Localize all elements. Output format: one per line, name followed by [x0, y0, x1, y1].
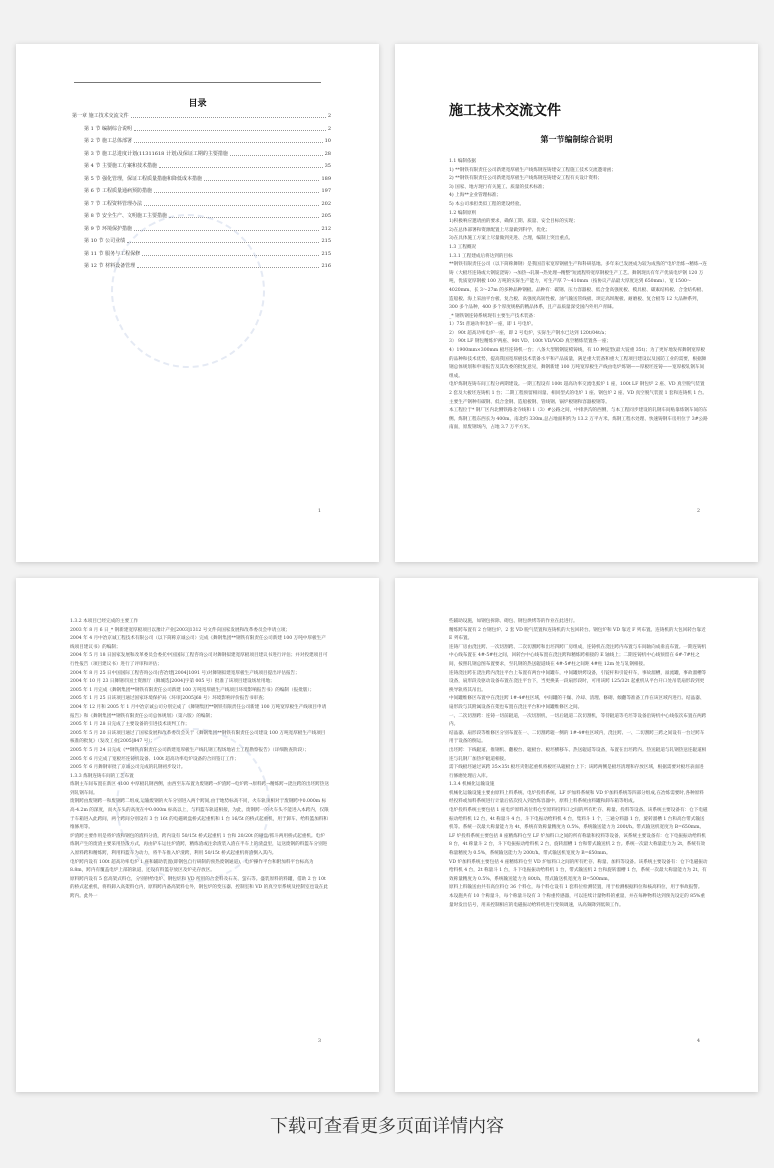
paragraph: 废钢跨由废钢跨一和废钢跨二组成,运输废钢的火车分别进入两个跨间,由于地势标高不同，火车轨顶相对于废钢跨中0.000m 标高-4.2m 的深度，而火车头的高度在中0.000m 标高以上，与料篮车轨道相接，为此，废钢跨一的火车头不能进入本跨内，仅限于车箱进入此跨间，两个跨间分别设有 3 台 16t 的电磁吸盘桥式起重机和 1 台 16/5t 的桥式起重机，用于卸车、给料篮加料和维修用等。	[70, 799, 329, 831]
paragraph: 电炉投料系统主要包括 1 座电炉原料高位料仓至原料投料口之间的所有贮存、称量、投料等设备。该系统主要设备有：仓下电磁振动给料机 12 台，4t 称量斗 4 台，斗下电振动给料机 4 台，集料斗 1 个，三通分料器 1 台，旋转溜槽 1 台和高台带式输送机等。系统一次最大称量能力为 4t，系统有效称量精度为 0.5%，系统输送能力为 200t/h。带式输送机宽度为 B=650mm。	[449, 808, 708, 831]
toc-entry-label: 第 10 节 公司业绩	[84, 238, 126, 244]
toc-leader	[134, 142, 323, 143]
toc-entry-label: 第 12 节 材料设备管理	[84, 263, 136, 269]
download-caption: 下载可查看更多页面详情内容	[270, 1116, 504, 1137]
toc-entry-page: 216	[321, 263, 331, 269]
toc-leader	[142, 255, 319, 256]
toc-title: 目录	[188, 99, 207, 109]
toc-entry[interactable]	[72, 202, 331, 207]
toc-leader	[169, 217, 320, 218]
paragraph: 原料跨内设有 5 套高架式料仓，分别供给电炉、钢包炉和 VD 所用的合金料及石灰、萤石等。盛装原料的料罐，借助 2 台 10t 的桥式起重机，将料卸入高架料仓内，原料跨内备高架料仓外，钢包炉的变压器、控制室和 VD 的真空泵系统及控制室也设在此跨内。此外一	[70, 876, 328, 899]
toc-entry-page: 189	[321, 175, 331, 182]
header-rule	[74, 82, 321, 83]
paragraph: 精炼跨布置有 2 台钢包炉、2 套 VD 脱气装置和连铸机的大包回转台。钢包炉和 VD 靠近 F 列布置。连铸机的大包回转台靠近 E 列布置。	[449, 627, 706, 642]
paragraph: 2005 年 1 月 28 日完成了主要设备的引进技术谈判工作；	[70, 722, 190, 728]
toc-entry-label: 第 1 节 编制综合说明	[84, 125, 132, 132]
paragraph: 炉渣跨主要作用是将炉渣和钢包的渣料分渣，跨内设有 50/15t 桥式起重机 1 台和 20/20t 的碰盘/抓斗两用桥式起重机。电炉炼钢产生的废渣主要采用热泼方式，再由铲车运往炉渣跨，精炼渣或注余渣装入渣在半车上的渣盘里，运送废钢的料篮车分别进入原料跨和精炼跨，利用料篮车为动力，将半车推入炉渣跨，利用 50/15t 桥式起重机将渣倒入其内。	[70, 833, 328, 857]
toc-entry-label: 第 9 节 环境保护措施	[84, 225, 132, 232]
paragraph: 2) **钢铁有限责任公司新建宽厚板生产线炼钢连铸建安工程有关设计资料；	[449, 176, 603, 182]
paragraph: 2005 年 5 月 24 日完成《**钢铁有限责任公司新建宽厚板生产线轧钢工程场地岩土工程勘察报告》（详细勘查阶段）；	[70, 747, 310, 753]
paragraph: 出坯跨：下线辊道、推钢机、翻板台、辊板台、板坯横移车、热送辊道等设备，布置在出坯跨内。热送辊道与轧钢热送连辊道相连与轧钢厂加热炉辊道相接。	[449, 747, 707, 762]
paragraph: 1.3 工程概况	[449, 244, 477, 250]
document-page-1	[16, 44, 379, 562]
toc-entry-label: 第 2 节 施工总体部署	[84, 138, 132, 144]
toc-leader	[137, 267, 319, 268]
paragraph: 2005 年 1 月 25 日该项目通过国家环境保护局（环审[2005]68 号）环境影响评价报告书审查；	[70, 696, 268, 702]
paragraph: 炼钢主车间布置在新区 4100 中厚板轧钢西侧，由西至东布置为废钢跨→炉渣跨→电炉跨→原料跨→精炼跨→浇注跨的出坯跨热送到轧钢车间。	[70, 782, 329, 796]
toc-leader	[134, 130, 326, 131]
paragraph: 1.1 编制依据	[449, 159, 477, 164]
paragraph: 2） 90t 超高功率电炉一座，即 2 号电炉，实际生产钢水已达到 120t/04t/a；	[449, 330, 609, 336]
toc-entry-page: 202	[321, 200, 331, 207]
toc-entry-page: 10	[324, 138, 331, 144]
toc-entry-page: 2	[327, 113, 331, 119]
paragraph: 1) **钢铁有限责任公司新建宽厚板生产线炼钢连铸建安工程施工技术交流邀请函；	[449, 167, 616, 173]
toc-leader	[204, 180, 320, 181]
page-number: 3	[317, 1038, 321, 1044]
paragraph: 1）75t 普通功率电炉一座，即 1 号电炉。	[449, 322, 536, 328]
paragraph: 一、二次切割跨：连铸一切前辊道，一次切割机，一切后辊道二次切割机，等待辊道等毛坯等设备沿铸机中心线依次布置在两跨内。	[449, 713, 707, 728]
paragraph: 2004 年 12 月和 2005 年 1 月中冶京诚公司分别完成了《舞钢集团**钢铁有限责任公司新建 100 万吨宽厚板生产线项目申请报告》和《舞钢集团**钢铁有限责任公司总体规划》（第六版）的编制；	[70, 704, 327, 719]
toc-entry[interactable]	[72, 139, 331, 144]
toc-entry-page: 35	[324, 163, 331, 169]
document-page-4	[395, 578, 758, 1092]
toc-entry[interactable]	[72, 127, 331, 132]
document-page-3	[16, 578, 379, 1092]
paragraph: _* 钢铁钢连铸系统现有主要生产技术装备：	[449, 313, 538, 319]
paragraph: 3)在具体施工方案上尽量做到先进、合理，编制上突出重点。	[449, 236, 574, 242]
toc-entry-page: 212	[321, 225, 331, 232]
paragraph: 2)在总体部署和资源配置上尽量做到科学、优化；	[449, 227, 551, 233]
paragraph: 本工程位于* 钢厂区内北侧铁路北寺线和 1（3）#公路之间，中排洪沟的西侧，与本工程同步建设的轧钢车间贴靠炼钢车间的东侧。炼钢工程东西长为 400m，南北约 330m,总占地面积约为 13.2 万平方米。炼钢工程水处理、快速铸钢车房用位于 3#公路南面，原废钢场内，占地 3.7 万平方米。	[449, 408, 708, 431]
toc-entry-page: 215	[321, 238, 331, 244]
toc-entry[interactable]	[72, 227, 331, 232]
paragraph: 中间罐维修区布置中在浇注跨 1#-4#柱区域，中间罐的干燥、冷却、清理、修砌、倾翻等准备工作在该区域内进行。结晶器、扇形段与其附属设备在架也布置在浇注平台和中间罐维修区之间。	[449, 696, 705, 710]
toc-entry[interactable]	[72, 152, 331, 157]
toc-entry-label: 第 6 节 工程质量通病预防措施	[84, 188, 152, 194]
paragraph: 4）1900mm×300mm 板坯连铸机一台；八条大型锻钢锭模铸线，有 10 种锭型(最大锭重 35t)；为了更好地发挥舞钢宽厚板的品种和技术优势，提高我国宽厚板技术装备水平和产品质量，满足重大装备和重大工程项目建设以及国防工业的需要，根据舞钢总体规划和申请报告及其改委的批复意见，舞钢新建 100 万吨宽厚板生产线由电炉炼钢——厚板坯连铸——宽厚板轧钢车间组成。	[449, 348, 707, 379]
toc-entry-label: 第一章 施工技术交流文件	[72, 113, 129, 119]
paragraph: **钢铁有限责任公司（以下简称舞钢）是我国首家宽厚钢板生产和科研基地。多年来已发展成为较为成熟的"电炉治炼→精炼→连铸（大板坯连铸或大钢锭浇铸）→加热→轧制→热处理→精整"短流程特宽厚钢板生产工艺。舞钢现具有年产优质电炉钢 120 万吨，优质宽厚钢板 100 万吨的实际生产能力，可生产厚 7～410mm（按协议产品最大厚度达到 650mm）、宽 1500～4020mm、长 3～27m 的多种品种钢板。品种有：碳钢、压力容器板、低合金高强度板、模具板、碳素结构板、合金结构板、造船板、海上采油平台板、复合板、高强度高韧性板、油气输送管线板、坝定高坝舰板、耐磨板、复合板等 12 大品种系列，300 多个品种，400 多个厚度规格的精品体系，且产品质量深受国内外用户青睐。	[449, 262, 707, 311]
paragraph: 主要生产钢种有碳钢、低合金钢、造船板钢、管线钢、锅炉板钢和容器板钢等。	[449, 399, 610, 405]
paragraph: 2004 年 4 月中冶京诚工程技术有限公司（以下简称京诚公司）完成《舞钢集团**钢铁有限责任公司新建 100 万吨中厚板生产线项目建议书》的编制；	[70, 636, 326, 650]
paragraph: 2005 年 1 月完成《舞钢集团**钢铁有限责任公司新建 100 万吨宽厚板生产线项目环境影响报告书》的编制（报批版）；	[70, 687, 315, 693]
paragraph: 本设施共有 10 个称量斗，每个称量斗设有 3 个称重传感器，可以连续计量物料的重量，并在每种物料达到预先设定的 85%重量时发出信号，用来控制相应的电磁振动给料机进行变频调速，从高频降到低频工作。	[449, 894, 705, 908]
toc-entry-page: 205	[321, 213, 331, 219]
paragraph: 4) 上海**企业管理标准；	[449, 193, 502, 199]
toc-entry-page: 197	[321, 188, 331, 194]
toc-leader	[230, 155, 323, 156]
toc-entry-label: 第 8 节 安全生产、文明施工主要措施	[84, 213, 167, 219]
toc-entry[interactable]	[72, 164, 331, 169]
toc-entry-page: 215	[321, 250, 331, 257]
paragraph: 1.3.4 机械化运输设施	[449, 782, 495, 788]
paragraph: 1.3.1 工程建成后将达到的目标	[449, 253, 513, 259]
paragraph: 1)积极响应邀请函的要求，确保工期、质量、安全目标的实现；	[449, 219, 578, 225]
toc-entry[interactable]	[72, 239, 331, 244]
toc-leader	[159, 167, 323, 168]
paragraph: 1.3.2 本项目已经完成的主要工作	[70, 619, 139, 624]
paragraph: 5) 本公司承担类似工程的建设经验。	[449, 201, 525, 207]
toc-entry-label: 第 3 节 施工总进度计划(11311618 计划)及保证工期的主要措施	[84, 150, 228, 157]
paragraph: 2004 年 10 月 23 日舞钢市国土资源厅（舞城选[2004]字第 005 号）批准了该项目建设场址用地；	[70, 679, 275, 685]
paragraph: 2005 年 6 月完成了宽板坯连铸机设备、100t 超高功率电炉设备的合同签订工作；	[70, 756, 239, 762]
toc-entry-label: 第 4 节 主要施工方案和技术措施	[84, 163, 157, 169]
toc-leader	[131, 117, 326, 118]
toc-leader	[154, 192, 320, 193]
page-number: 4	[696, 1038, 700, 1044]
paragraph: 机械化运输设施主要由原料上料系统、电炉投料系统、LF 炉加料系统和 VD 炉加料系统等四部分组成,在冶炼需要时,各种原料经投料或加料系统进行计量后依次投入到冶炼容器中。原料上料系统由料罐和卸车箱等组成。	[449, 790, 704, 805]
paragraph: 电炉炼钢连铸车间工程分两期建设。一期工程设有 100t 超高功率交流电弧炉 1 座，100t LF 钢包炉 2 座、VD 真空脱气装置 2 套及大板坯连铸机 1 台；二期工程预留相同量、相同型式的电炉 1 座、钢包炉 2 座、VD 真空脱气装置 1 套和连铸机 1 台。	[449, 382, 707, 397]
body-text	[70, 618, 329, 902]
paragraph: 2003 年 8 月 6 日_* 钢新建宽厚板项目以豫计产业[2003]1312 号文件向国家发展和改革委员会申请立项；	[70, 627, 291, 633]
paragraph: 需下线板坯通过该跨 35×35t 板坯夹钳起重机将板坯从辊板台上下；该跨两侧是板坯清理和存放区域，根据需要对板坯表面进行修磨处理后入库。	[449, 765, 704, 779]
toc-entry[interactable]	[72, 264, 331, 269]
paragraph: 1.2 编制原则	[449, 210, 477, 216]
page-number: 2	[696, 508, 700, 514]
toc-entry[interactable]	[72, 189, 331, 194]
paragraph: 2004 年 8 月 25 日中国国际工程咨询公司(咨冶建[2004]1091 号)对舞钢拟建宽厚板生产线项目提出评估报告；	[70, 670, 300, 676]
toc-entry[interactable]	[72, 177, 331, 182]
toc-entry-label: 第 5 节 强化管理，保证工程质量措施和降低成本措施	[84, 175, 202, 182]
paragraph: 2005 年 6 月舞钢审批了京诚公司完成的轧钢初步设计。	[70, 765, 186, 771]
toc-entry[interactable]	[72, 214, 331, 219]
document-page-2	[395, 44, 758, 562]
paragraph: 电炉跨内设有 100t 超高功率电炉 1 座和辅助装置(即钢包自行研制的预热废钢通道)，电炉操作平台和附加料平台标高为 8.8m，跨内有覆盖电炉上部的轨道，还设有料篮存放区及炉壳存放区。	[70, 859, 314, 874]
page-number: 1	[317, 508, 321, 514]
body-text	[449, 158, 708, 433]
paragraph: 些辅助设施，如钢包拆除、砌包、钢包烘烤等的作业在此进行。	[449, 619, 578, 624]
paragraph: 3） 90t LF 钢包精炼炉两座、90t VD、100t VD/VOD 真空精炼装置各一座；	[449, 339, 612, 345]
paragraph: 2005 年 5 月 20 日该项目通过了国家发展和改革委员会关于《舞钢集团**钢铁有限责任公司建设 100 万吨宽厚板生产线项目核准的批复》（发改工业[2005]847 号）；	[70, 730, 326, 745]
paragraph: 连铸厂房由浇注跨、一次切割跨、二次切割跨和出坯四跨厂房组成，连铸机在浇注跨内布置与车间轴向成垂直布置。一期连铸机中心线布置在 4#-5#柱之间，回转台中心线布置在浇注跨和精炼跨相接的 E 轴线上；二期连铸机中心线预留在 6#-7#柱之间，按照轧钢总图布置要求，至轧钢的热送辊道线在 4#-5#柱之间距 4#柱 12m 处与轧钢相接。	[449, 644, 707, 667]
toc-entry-label: 第 11 节 服务与工程保修	[84, 250, 141, 257]
toc-leader	[144, 205, 320, 206]
toc-entry[interactable]	[72, 114, 331, 119]
toc-entry-page: 2	[327, 125, 331, 132]
document-title: 施工技术交流文件	[449, 103, 561, 119]
paragraph: 2004 年 5 月 18 日国家发展和改革委员会委托中国国际工程咨询公司对舞钢拟建宽厚板项目建议书进行评估；并对投建项目可行性报告（项目建议书）进行了评审和评估；	[70, 653, 328, 667]
toc-entry-label: 第 7 节 工程资料管理办法	[84, 200, 142, 207]
toc-leader	[127, 242, 319, 243]
paragraph: 连铸浇注跨在浇注跨内浇注平台上布置有两台中间罐车，中间罐烘烤设备，引锭杆和引锭杆车，事故溜槽，溢流罐，事故溜槽等设备，扇形段及驱动设备布置在浇注平台下，当更换某一段扇形段时，可用该跨 125/32t 起重机从平台开口处吊装扇形段到更换导轨将其吊出。	[449, 670, 707, 693]
body-text	[449, 618, 708, 910]
toc-entry[interactable]	[72, 252, 331, 257]
paragraph: VD 炉加料系统主要包括 4 座精炼料仓至 VD 炉加料口之间的所有贮存、称量、加料等设备。该系统主要设备有：仓下电磁振动给料机 4 台，2t 称量斗 1 台，斗下电振振动给料机 1 台，带式输送机 2 台和旋转溜槽 1 台，系统一次最大称量能力为 2t，有效称量精度为 0.5%，系统输送能力为 80t/h，带式输送机宽度为 B=500mm。	[449, 859, 708, 882]
toc-entry-page: 28	[324, 150, 331, 157]
paragraph: LF 炉投料系统主要包括 8 座精炼料仓至 LF 炉加料口之间的所有称量和投料等设备，该系统主要设备有：仓下电振振动给料机 8 台，4t 称量斗 2 台，斗下电振振动给料机 2 台，旋转溜槽 1 台和带式输送机 2 台。系统一次最大称量能力为 2t，系统有效称量精度为 0.5%，系统输送能力为 200t/h。带式输送机宽度为 B=650mm。	[449, 833, 706, 857]
toc-list	[72, 114, 331, 277]
paragraph: 结晶器、扇形段等维修区分别布置在一、二切割跨辊一侧的 1#-4#柱区域内，浇注跨、一、二切割跨三跨之间设有一台过跨车用于设备的倒运。	[449, 730, 705, 745]
section-title: 第一节编制综合说明	[540, 134, 613, 144]
paragraph: 3) 国家、地方现行有关施工、质量的技术标准；	[449, 184, 548, 190]
paragraph: 1.3.3 炼钢连铸车间的工艺布置	[70, 773, 134, 779]
toc-leader	[134, 230, 320, 231]
paragraph: 原料上料输送由共有高位料仓 36 个料仓，每个料仓设有 1 套料位检测装置，用于检测根据料位和核高料位，用于事故报警。	[449, 885, 703, 891]
